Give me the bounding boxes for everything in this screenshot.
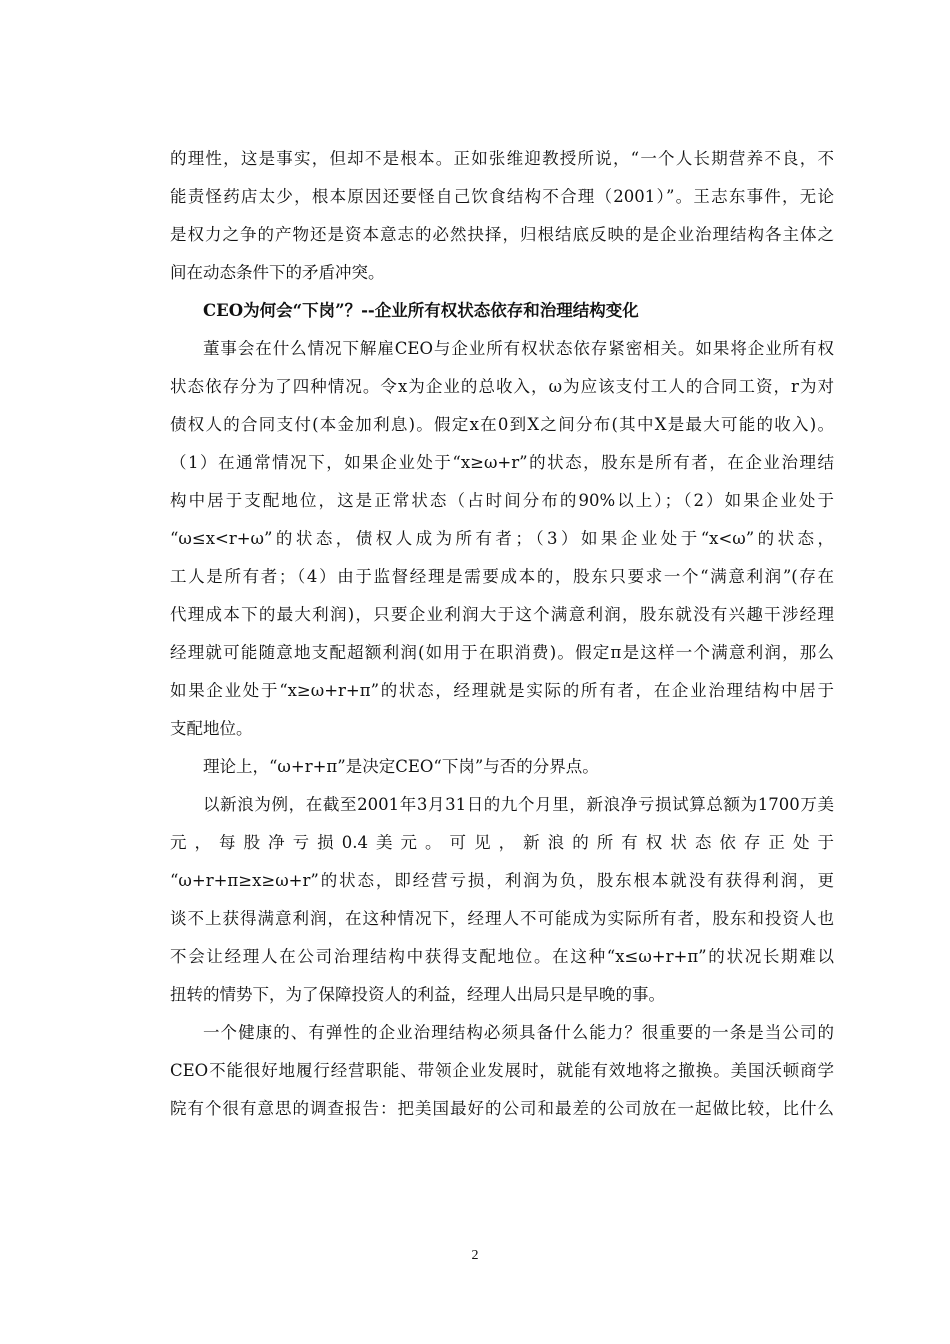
page-number: 2 (471, 1248, 479, 1263)
text-line: 构中居于支配地位，这是正常状态（占时间分布的90%以上）；（2）如果企业处于 (170, 491, 834, 510)
text-line: 债权人的合同支付(本金加利息)。假定x在0到X之间分布(其中X是最大可能的收入)。 (170, 415, 834, 434)
text-line: “ω+r+π≥x≥ω+r”的状态，即经营亏损，利润为负，股东根本就没有获得利润，更 (170, 871, 834, 890)
text-line: 元，每股净亏损0.4美元。可见，新浪的所有权状态依存正处于 (170, 833, 834, 852)
text-line: 一个健康的、有弹性的企业治理结构必须具备什么能力？很重要的一条是当公司的 (203, 1023, 834, 1042)
text-line: “ω≤x<r+ω”的状态，债权人成为所有者；（3）如果企业处于“x<ω”的状态， (170, 529, 834, 548)
text-line: （1）在通常情况下，如果企业处于“x≥ω+r”的状态，股东是所有者，在企业治理结 (170, 453, 834, 472)
text-line: 状态依存分为了四种情况。令x为企业的总收入，ω为应该支付工人的合同工资，r为对 (170, 377, 834, 396)
section-heading: CEO为何会“下岗”？--企业所有权状态依存和治理结构变化 (203, 301, 639, 320)
text-line: 院有个很有意思的调查报告：把美国最好的公司和最差的公司放在一起做比较，比什么 (170, 1099, 834, 1118)
text-line: 理论上，“ω+r+π”是决定CEO“下岗”与否的分界点。 (203, 757, 599, 776)
text-line: 代理成本下的最大利润)，只要企业利润大于这个满意利润，股东就没有兴趣干涉经理 (170, 605, 834, 624)
text-line: 扭转的情势下，为了保障投资人的利益，经理人出局只是早晚的事。 (170, 985, 665, 1004)
text-line: 工人是所有者；（4）由于监督经理是需要成本的，股东只要求一个“满意利润”(存在 (170, 567, 834, 586)
text-line: 支配地位。 (170, 719, 253, 738)
document-body (170, 140, 834, 1128)
text-line: 以新浪为例，在截至2001年3月31日的九个月里，新浪净亏损试算总额为1700万美 (203, 795, 834, 814)
text-line: 经理就可能随意地支配超额利润(如用于在职消费)。假定π是这样一个满意利润，那么 (170, 643, 834, 662)
text-line: 的理性，这是事实，但却不是根本。正如张维迎教授所说，“一个人长期营养不良，不 (170, 149, 834, 168)
text-line: CEO不能很好地履行经营职能、带领企业发展时，就能有效地将之撤换。美国沃顿商学 (170, 1061, 834, 1080)
text-line: 是权力之争的产物还是资本意志的必然抉择，归根结底反映的是企业治理结构各主体之 (170, 225, 834, 244)
text-line: 能责怪药店太少，根本原因还要怪自己饮食结构不合理（2001）”。王志东事件，无论 (170, 187, 834, 206)
text-line: 如果企业处于“x≥ω+r+π”的状态，经理就是实际的所有者，在企业治理结构中居于 (170, 681, 834, 700)
text-line: 董事会在什么情况下解雇CEO与企业所有权状态依存紧密相关。如果将企业所有权 (203, 339, 834, 358)
text-line: 不会让经理人在公司治理结构中获得支配地位。在这种“x≤ω+r+π”的状况长期难以 (170, 947, 834, 966)
text-line: 谈不上获得满意利润，在这种情况下，经理人不可能成为实际所有者，股东和投资人也 (170, 909, 834, 928)
text-line: 间在动态条件下的矛盾冲突。 (170, 263, 385, 282)
